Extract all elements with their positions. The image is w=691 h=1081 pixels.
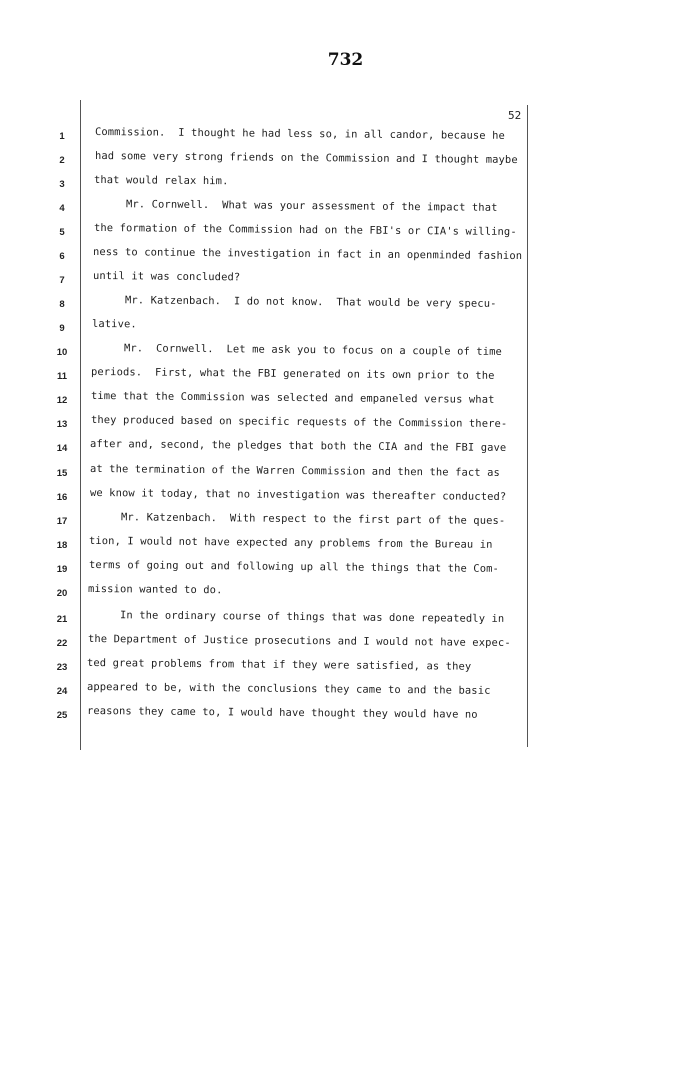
transcript-line (0, 657, 691, 677)
line-text: had some very strong friends on the Commission and I thought maybe (94, 150, 518, 167)
line-number: 17 (56, 516, 68, 527)
transcript-line (0, 583, 691, 603)
line-text: after and, second, the pledges that both the CIA and the FBI gave (89, 438, 507, 454)
line-number: 4 (59, 203, 65, 214)
line-number: 11 (56, 371, 68, 382)
transcript-line (0, 414, 691, 434)
page-number: 732 (327, 50, 364, 70)
line-text: periods. First, what the FBI generated on its own prior to the (90, 366, 495, 382)
line-text: ted great problems from that if they were satisfied, as they (86, 657, 472, 673)
transcript-line (0, 294, 691, 314)
line-text: reasons they came to, I would have thought they would have no (86, 705, 478, 721)
transcript-line (0, 366, 691, 386)
line-number: 18 (56, 540, 68, 551)
transcript-line (0, 511, 691, 531)
line-number: 6 (59, 251, 65, 262)
line-number: 1 (59, 131, 65, 142)
line-number: 10 (56, 347, 68, 358)
line-number: 21 (56, 614, 68, 625)
line-text: ness to continue the investigation in fact in an openminded fashion (92, 246, 523, 263)
line-text: tion, I would not have expected any problems from the Bureau in (88, 535, 493, 551)
line-text: time that the Commission was selected and empaneled versus what (90, 390, 495, 406)
line-text: until it was concluded? (92, 270, 241, 284)
line-text: Mr. Cornwell. Let me ask you to focus on a couple of time (91, 342, 503, 358)
line-number: 23 (56, 662, 68, 673)
line-text: they produced based on specific requests of the Commission there- (90, 414, 508, 430)
line-number: 3 (59, 179, 65, 190)
transcript-line (0, 463, 691, 483)
line-number: 24 (56, 686, 68, 697)
transcript-line (0, 438, 691, 458)
line-number: 22 (56, 638, 68, 649)
line-text: at the termination of the Warren Commission and then the fact as (89, 463, 501, 479)
transcript-line (0, 174, 691, 194)
line-number: 20 (56, 588, 68, 599)
line-text: In the ordinary course of things that was done repeatedly in (87, 609, 505, 625)
line-text: we know it today, that no investigation was thereafter conducted? (89, 487, 507, 503)
line-text: Commission. I thought he had less so, in all candor, because he (94, 126, 506, 142)
line-number: 25 (56, 710, 68, 721)
transcript-line (0, 150, 691, 170)
transcript-line (0, 487, 691, 507)
line-text: mission wanted to do. (87, 583, 223, 597)
transcript-line (0, 535, 691, 555)
transcript-line (0, 246, 691, 266)
transcript-line (0, 390, 691, 410)
transcript-line (0, 126, 691, 146)
line-number: 14 (56, 443, 68, 454)
line-number: 5 (59, 227, 65, 238)
transcript-line (0, 198, 691, 218)
line-text: the Department of Justice prosecutions and I would not have expec- (87, 633, 511, 650)
sheet-number: 52 (508, 109, 522, 122)
transcript-line (0, 222, 691, 242)
line-number: 7 (59, 275, 65, 286)
transcript-line (0, 705, 691, 725)
line-text: terms of going out and following up all the things that the Com- (88, 559, 500, 575)
transcript-line (0, 681, 691, 701)
transcript-line (0, 609, 691, 629)
line-number: 12 (56, 395, 68, 406)
transcript-line (0, 633, 691, 653)
line-text: appeared to be, with the conclusions they came to and the basic (86, 681, 491, 697)
line-text: Mr. Katzenbach. With respect to the first part of the ques- (88, 511, 506, 527)
line-text: Mr. Cornwell. What was your assessment of the impact that (93, 198, 498, 214)
line-text: Mr. Katzenbach. I do not know. That would be very specu- (92, 294, 497, 310)
line-text: the formation of the Commission had on the FBI's or CIA's willing- (93, 222, 517, 239)
transcript-line (0, 270, 691, 290)
line-number: 13 (56, 419, 68, 430)
line-number: 15 (56, 468, 68, 479)
line-text: lative. (91, 318, 137, 331)
transcript-line (0, 318, 691, 338)
line-number: 9 (59, 323, 65, 334)
transcript-line (0, 342, 691, 362)
line-number: 2 (59, 155, 65, 166)
line-number: 19 (56, 564, 68, 575)
line-number: 16 (56, 492, 68, 503)
transcript-line (0, 559, 691, 579)
line-text: that would relax him. (93, 174, 229, 188)
line-number: 8 (59, 299, 65, 310)
